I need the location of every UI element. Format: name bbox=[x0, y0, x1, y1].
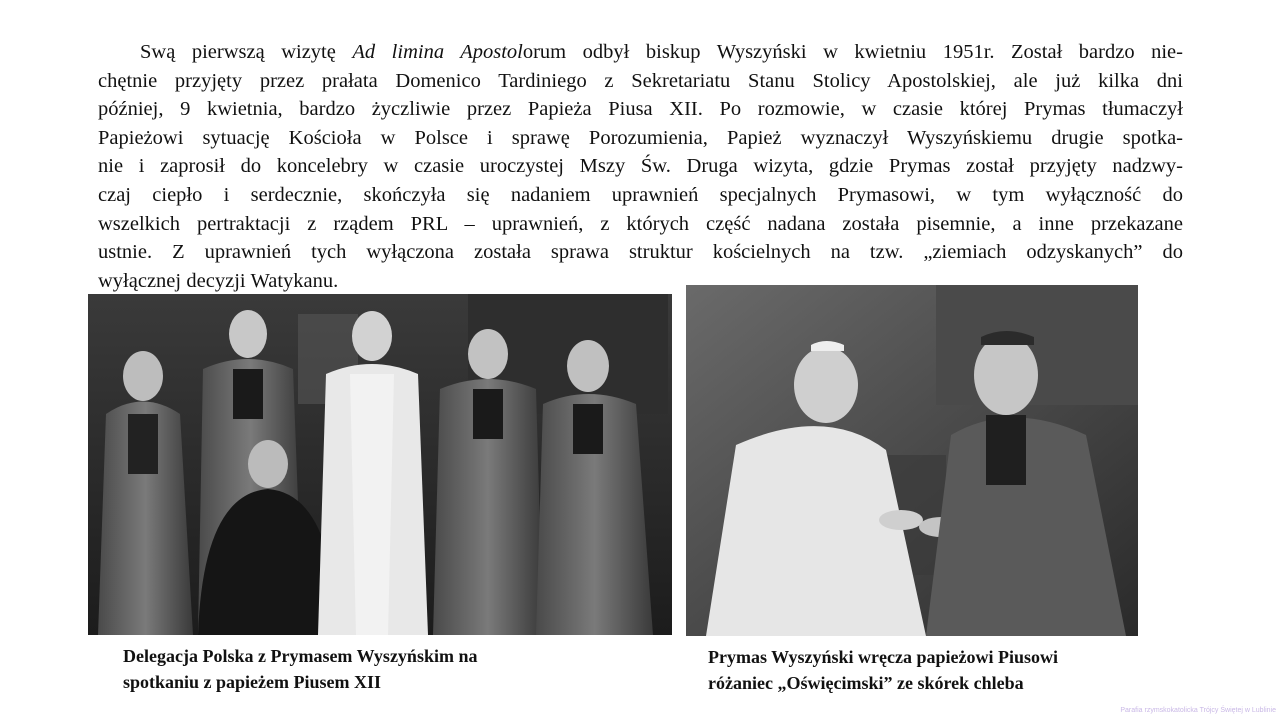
paragraph-line: wyłącznej decyzji Watykanu. bbox=[98, 269, 339, 292]
paragraph-line: wszelkich pertraktacji z rządem PRL – uprawnień, z których część nadana została pisemnie, a inne przekazane bbox=[98, 212, 1183, 235]
paragraph-line: Swą pierwszą wizytę Ad limina Apostolorum odbył biskup Wyszyński w kwietniu 1951r. Został bardzo nie- bbox=[140, 41, 1183, 63]
caption-line: Prymas Wyszyński wręcza papieżowi Piusowi bbox=[708, 647, 1058, 667]
left-photo-caption bbox=[123, 643, 563, 695]
paragraph-line: Papieżowi sytuację Kościoła w Polsce i sprawę Porozumienia, Papież wyznaczył Wyszyńskiemu drugie spotka- bbox=[98, 126, 1183, 149]
caption-line: Delegacja Polska z Prymasem Wyszyńskim na bbox=[123, 646, 478, 666]
paragraph-line: ustnie. Z uprawnień tych wyłączona została sprawa struktur kościelnych na tzw. „ziemiach odzyskanych” do bbox=[98, 241, 1183, 264]
caption-line: spotkaniu z papieżem Piusem XII bbox=[123, 672, 382, 692]
paragraph-line: później, 9 kwietnia, bardzo życzliwie przez Papieża Piusa XII. Po rozmowie, w czasie której Prymas tłumaczył bbox=[98, 98, 1183, 121]
paragraph-line: czaj ciepło i serdecznie, skończyła się nadaniem uprawnień specjalnych Prymasowi, w tym wyłączność do bbox=[98, 183, 1183, 206]
paragraph-line: nie i zaprosił do koncelebry w czasie uroczystej Mszy Św. Druga wizyta, gdzie Prymas został przyjęty nadzwy- bbox=[98, 155, 1183, 178]
caption-line: różaniec „Oświęcimski” ze skórek chleba bbox=[708, 673, 1024, 693]
right-photo-caption bbox=[708, 644, 1138, 696]
paragraph-line: chętnie przyjęty przez prałata Domenico Tardiniego z Sekretariatu Stanu Stolicy Apostolskiej, ale już kilka dni bbox=[98, 69, 1183, 92]
delegation-photo bbox=[88, 294, 672, 635]
article-paragraph bbox=[98, 38, 1183, 295]
footer-watermark: Parafia rzymskokatolicka Trójcy Świętej w Lublinie bbox=[1120, 707, 1276, 714]
rosary-photo bbox=[686, 285, 1138, 636]
